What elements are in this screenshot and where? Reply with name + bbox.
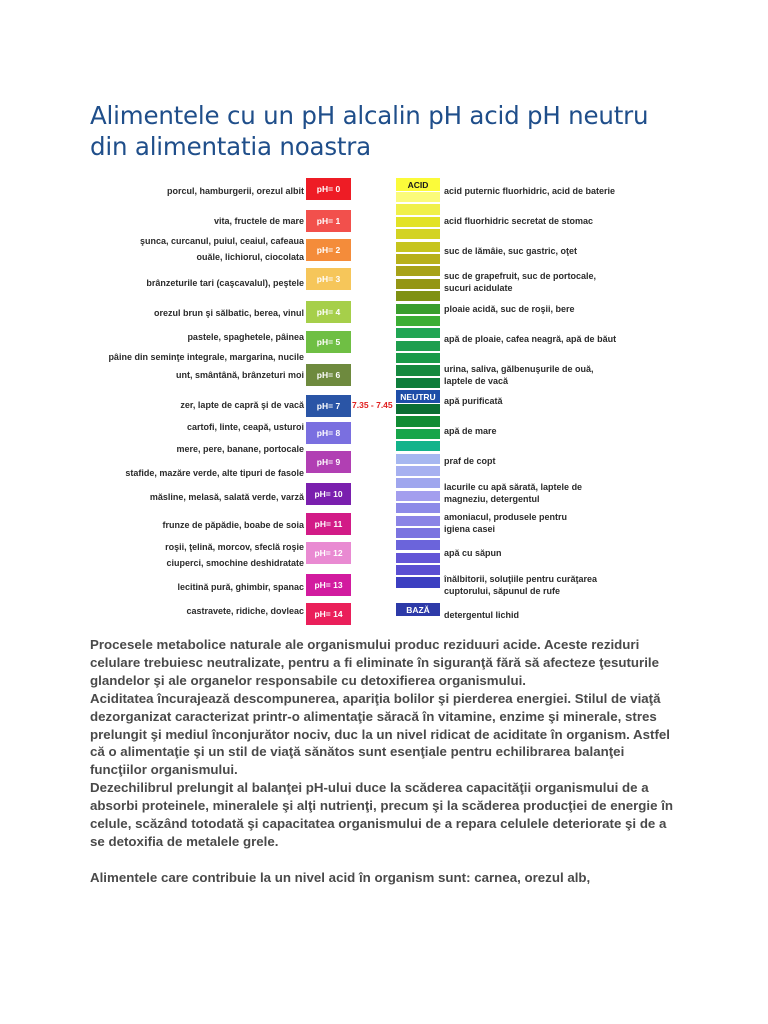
substance-label: suc de lămâie, suc gastric, oţet xyxy=(444,246,578,256)
substance-label: igiena casei xyxy=(444,524,496,534)
food-label: ouăle, lichiorul, ciocolata xyxy=(196,252,304,262)
color-swatch xyxy=(396,516,440,526)
ph-cell: pH= 8 xyxy=(306,422,351,444)
substance-label: suc de grapefruit, suc de portocale, xyxy=(444,271,597,281)
food-label: roşii, ţelină, morcov, sfeclă roşie xyxy=(165,542,304,552)
substance-label: magneziu, detergentul xyxy=(444,494,540,504)
color-swatch xyxy=(396,242,440,252)
food-label: porcul, hamburgerii, orezul albit xyxy=(166,186,304,196)
acidity-color-scale xyxy=(396,178,440,633)
paragraph-4: Alimentele care contribuie la un nivel acid în organism sunt: carnea, orezul alb, xyxy=(90,869,591,885)
color-swatch xyxy=(396,478,440,488)
neutral-range-label: 7.35 - 7.45 xyxy=(352,400,393,410)
color-swatch xyxy=(396,565,440,575)
ph-cell: pH= 0 xyxy=(306,178,351,200)
base-tag: BAZĂ xyxy=(396,603,440,616)
food-label: brânzeturile tari (caşcavalul), peştele xyxy=(146,278,304,288)
food-label: vita, fructele de mare xyxy=(213,216,304,226)
substance-label: acid puternic fluorhidric, acid de baterie xyxy=(444,186,616,196)
ph-cell: pH= 5 xyxy=(306,331,351,353)
food-label: orezul brun şi sălbatic, berea, vinul xyxy=(153,308,304,318)
color-swatch xyxy=(396,553,440,563)
color-swatch xyxy=(396,577,440,587)
substance-label: detergentul lichid xyxy=(444,610,520,620)
color-swatch xyxy=(396,454,440,464)
substance-label: amoniacul, produsele pentru xyxy=(444,512,568,522)
substance-label: cuptorului, săpunul de rufe xyxy=(444,586,561,596)
food-label: pastele, spaghetele, pâinea xyxy=(187,332,304,342)
ph-cell: pH= 13 xyxy=(306,574,351,596)
color-swatch xyxy=(396,291,440,301)
ph-cell: pH= 4 xyxy=(306,301,351,323)
ph-scale xyxy=(306,178,351,633)
ph-cell: pH= 3 xyxy=(306,268,351,290)
acid-tag: ACID xyxy=(396,178,440,191)
color-swatch xyxy=(396,491,440,501)
paragraph-3: Dezechilibrul prelungit al balanţei pH-ului duce la scăderea capacităţii organismului de a absorbi proteinele, mineralele şi alţi nutrienţi, precum şi la scăderea producţiei de energie în celule, scăzând totodată şi capacitatea organismului de a repara celulele deteriorate şi de a se detoxifia de metalele grele. xyxy=(90,780,674,849)
substance-label: sucuri acidulate xyxy=(444,283,513,293)
food-label: mere, pere, banane, portocale xyxy=(176,444,304,454)
food-label: unt, smântână, brânzeturi moi xyxy=(175,370,304,380)
color-swatch xyxy=(396,365,440,375)
ph-cell: pH= 11 xyxy=(306,513,351,535)
page-title: Alimentele cu un pH alcalin pH acid pH neutru din alimentatia noastra xyxy=(90,101,649,161)
color-swatch xyxy=(396,341,440,351)
substance-label: urina, saliva, gălbenuşurile de ouă, xyxy=(444,364,594,374)
substance-label: apă cu săpun xyxy=(444,548,502,558)
food-label: ciuperci, smochine deshidratate xyxy=(166,558,304,568)
substance-label: lacurile cu apă sărată, laptele de xyxy=(444,482,583,492)
ph-cell: pH= 6 xyxy=(306,364,351,386)
substance-label: praf de copt xyxy=(444,456,496,466)
color-swatch xyxy=(396,217,440,227)
substance-label: apă de ploaie, cafea neagră, apă de băut xyxy=(444,334,617,344)
color-swatch xyxy=(396,316,440,326)
color-swatch xyxy=(396,429,440,439)
color-swatch xyxy=(396,378,440,388)
article-body xyxy=(90,636,680,887)
ph-cell: pH= 1 xyxy=(306,210,351,232)
color-swatch xyxy=(396,266,440,276)
substance-label: ploaie acidă, suc de roşii, bere xyxy=(444,304,575,314)
color-swatch xyxy=(396,304,440,314)
food-label: frunze de păpădie, boabe de soia xyxy=(162,520,304,530)
substance-label: apă purificată xyxy=(444,396,503,406)
color-swatch xyxy=(396,503,440,513)
color-swatch xyxy=(396,204,440,214)
paragraph-1: Procesele metabolice naturale ale organismului produc reziduuri acide. Aceste reziduri celulare trebuiesc neutralizate, pentru a fi eliminate în siguranţă fără să afecteze ţesuturile glandelor şi ale organelor responsabile cu detoxifierea organismului. xyxy=(90,637,660,688)
color-swatch xyxy=(396,528,440,538)
color-swatch xyxy=(396,404,440,414)
substance-label: laptele de vacă xyxy=(444,376,509,386)
color-swatch xyxy=(396,279,440,289)
food-label: zer, lapte de capră şi de vacă xyxy=(180,400,304,410)
food-label: măsline, melasă, salată verde, varză xyxy=(149,492,304,502)
substance-label: apă de mare xyxy=(444,426,497,436)
ph-cell: pH= 7 xyxy=(306,395,351,417)
color-swatch xyxy=(396,229,440,239)
ph-cell: pH= 9 xyxy=(306,451,351,473)
food-label: stafide, mazăre verde, alte tipuri de fasole xyxy=(125,468,304,478)
food-labels-column xyxy=(90,178,304,633)
food-label: cartofi, linte, ceapă, usturoi xyxy=(186,422,304,432)
substance-label: acid fluorhidric secretat de stomac xyxy=(444,216,594,226)
substance-labels-column xyxy=(444,178,644,633)
color-swatch xyxy=(396,192,440,202)
ph-cell: pH= 2 xyxy=(306,239,351,261)
food-label: lecitină pură, ghimbir, spanac xyxy=(177,582,304,592)
color-swatch xyxy=(396,441,440,451)
color-swatch xyxy=(396,416,440,426)
color-swatch xyxy=(396,540,440,550)
color-swatch xyxy=(396,254,440,264)
color-swatch xyxy=(396,353,440,363)
ph-cell: pH= 10 xyxy=(306,483,351,505)
color-swatch xyxy=(396,328,440,338)
neutral-tag: NEUTRU xyxy=(396,390,440,403)
ph-cell: pH= 12 xyxy=(306,542,351,564)
ph-cell: pH= 14 xyxy=(306,603,351,625)
food-label: şunca, curcanul, puiul, ceaiul, cafeaua xyxy=(139,236,304,246)
substance-label: înălbitorii, soluţiile pentru curăţarea xyxy=(444,574,598,584)
color-swatch xyxy=(396,466,440,476)
food-label: pâine din seminţe integrale, margarina, nucile xyxy=(108,352,304,362)
food-label: castravete, ridiche, dovleac xyxy=(186,606,304,616)
paragraph-2: Aciditatea încurajează descompunerea, apariţia bolilor şi pierderea energiei. Stilul de viaţă dezorganizat caracterizat printr-o alimentaţie săracă în vitamine, enzime şi minerale, stres prelungit şi mediul înconjurător nociv, duc la un nivel ridicat de aciditate în organism. Astfel că o alimentaţie şi un stil de viaţă sănătos sunt esenţiale pentru echilibrarea balanţei funcţiilor organismului. xyxy=(90,690,670,778)
